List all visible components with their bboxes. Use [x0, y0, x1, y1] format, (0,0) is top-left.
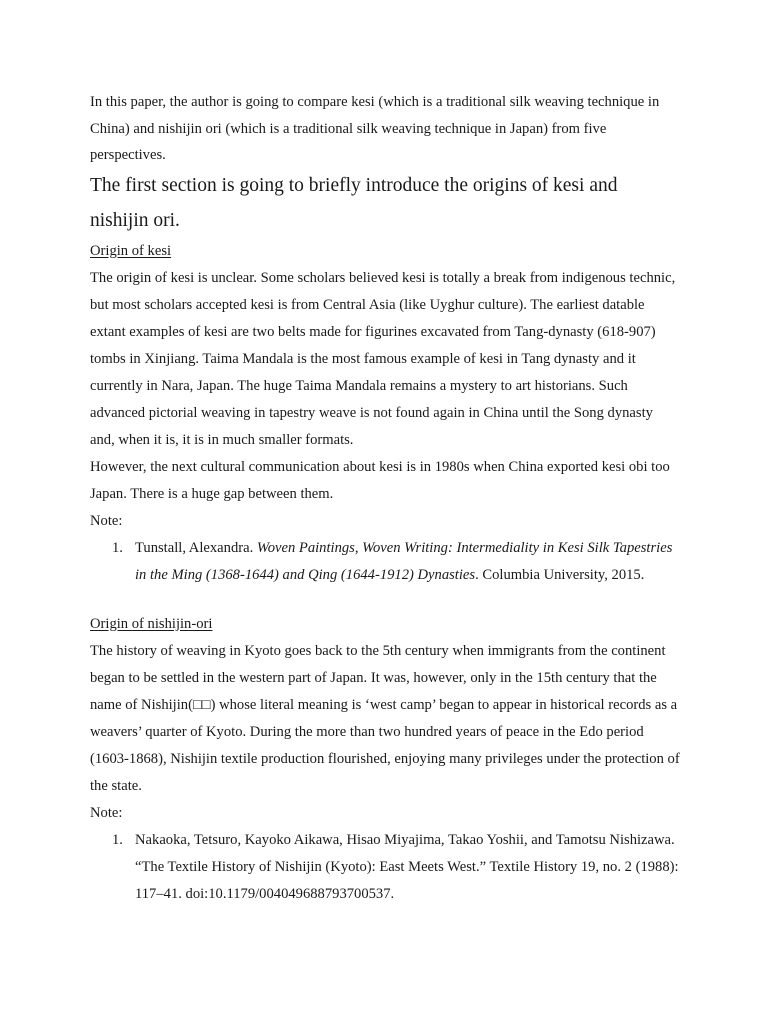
nishijin-notes-list: [90, 827, 680, 908]
kesi-note-item: [90, 535, 680, 589]
note-number: 1.: [112, 539, 123, 556]
note-citation: Nakaoka, Tetsuro, Kayoko Aikawa, Hisao Miyajima, Takao Yoshii, and Tamotsu Nishizawa. “The Textile History of Nishijin (Kyoto): East Meets West.” Textile History 19, no. 2 (1988): 117–41. doi:10.1179/004049688793700537.: [135, 831, 679, 902]
nishijin-note-label: Note:: [90, 804, 123, 821]
section-spacer: [90, 589, 680, 611]
kesi-origin-title: Origin of kesi: [90, 242, 172, 259]
nishijin-note-item: [90, 827, 680, 908]
kesi-notes-list: [90, 535, 680, 589]
kesi-paragraph-1: The origin of kesi is unclear. Some scholars believed kesi is totally a break from indigenous technic, but most scholars accepted kesi is from Central Asia (like Uyghur culture). The earliest datable extant examples of kesi are two belts made for figurines excavated from Tang-dynasty (618-907) tombs in Xinjiang. Taima Mandala is the most famous example of kesi in Tang dynasty and it currently in Nara, Japan. The huge Taima Mandala remains a mystery to art historians. Such advanced pictorial weaving in tapestry weave is not found again in China until the Song dynasty and, when it is, it is in much smaller formats.: [90, 269, 676, 448]
note-publication: . Columbia University, 2015.: [475, 566, 645, 583]
note-number: 1.: [112, 831, 123, 848]
nishijin-origin-title: Origin of nishijin-ori: [90, 615, 213, 632]
note-title: Woven Paintings, Woven Writing: Intermediality in Kesi Silk Tapestries in the Ming (1368-1644) and Qing (1644-1912) Dynasties: [135, 539, 673, 583]
intro-paragraph: In this paper, the author is going to compare kesi (which is a traditional silk weaving technique in China) and nishijin ori (which is a traditional silk weaving technique in Japan) from five perspectives.: [90, 94, 660, 163]
kesi-note-label: Note:: [90, 512, 123, 529]
document-page: [90, 89, 680, 908]
kesi-paragraph-2: However, the next cultural communication about kesi is in 1980s when China exported kesi obi too Japan. There is a huge gap between them.: [90, 458, 670, 502]
note-author: Tunstall, Alexandra.: [135, 539, 257, 556]
nishijin-paragraph-1: The history of weaving in Kyoto goes back to the 5th century when immigrants from the continent began to be settled in the western part of Japan. It was, however, only in the 15th century that the name of Nishijin(□□) whose literal meaning is ‘west camp’ began to appear in historical records as a weavers’ quarter of Kyoto. During the more than two hundred years of peace in the Edo period (1603-1868), Nishijin textile production flourished, enjoying many privileges under the protection of the state.: [90, 642, 680, 794]
section-heading: The first section is going to briefly introduce the origins of kesi and nishijin ori.: [90, 174, 618, 231]
